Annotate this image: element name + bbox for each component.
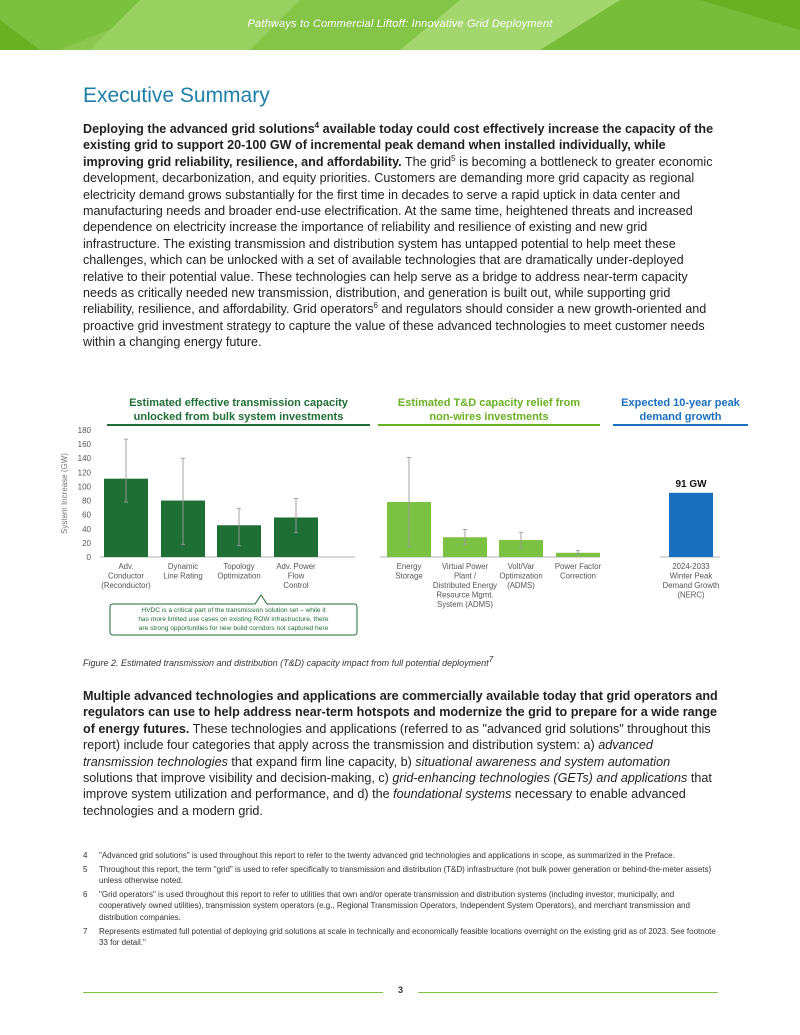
page-number: 3 [397, 985, 403, 995]
x-tick-label: Storage [395, 571, 423, 581]
x-tick-label: Optimization [499, 571, 543, 581]
tech-text-4: that improve system utilization and performance, and d) the [83, 771, 712, 802]
x-tick-label: Demand Growth [662, 581, 720, 590]
footnote [83, 850, 723, 862]
intro-paragraph [83, 121, 723, 351]
intro-text-c: and regulators should consider a new growth-oriented and proactive grid investment strategy to capture the value of these advanced technologies to meet customer needs within a changing energy future. [83, 302, 707, 350]
x-tick-label: Resource Mgmt. [436, 590, 494, 600]
x-tick-label: Dynamic [167, 562, 199, 571]
x-tick-label: Winter Peak [669, 571, 713, 581]
capacity-chart [55, 390, 755, 645]
y-tick-label: 20 [82, 538, 91, 548]
footnote-ref-4[interactable]: 4 [314, 120, 320, 130]
technologies-paragraph [83, 688, 723, 819]
group-title-line2: unlocked from bulk system investments [133, 411, 344, 423]
y-tick-label: 160 [77, 440, 91, 450]
section-title: Executive Summary [83, 84, 270, 107]
intro-text-b: is becoming a bottleneck to greater economic development, decarbonization, and equity priorities. Customers are demanding more grid capacity as regional electricity demand grows substantially for the first time in decades to serve a rapid uptick in data center and manufacturing needs and broader end-use electrification. At the same time, heightened threats and increased dependence on electricity increase the importance of reliability and resilience of existing and new grid infrastructure. The existing transmission and distribution system has untapped potential to help meet these challenges, which can be unlocked with a set of available technologies that are dramatically under-deployed relative to their potential value. These technologies can help serve as a bridge to address near-term capacity needs as critically needed new transmission, distribution, and generation is built out, while supporting grid reliability, resilience, and affordability. Grid operators [83, 154, 713, 317]
footnotes [83, 850, 723, 951]
group-title-line2: non-wires investments [429, 411, 549, 423]
y-tick-label: 100 [77, 482, 91, 492]
footnote-number: 7 [83, 926, 88, 936]
footnote-text: "Grid operators" is used throughout this report to refer to utilities that own and/or operate transmission and distribution systems (including investor, municipally, and cooperatively owned utilities), transmission system operators (e.g., Regional Transmission Operators, Independent System Operators), and merchant transmission and distribution companies. [99, 889, 690, 922]
footnote-text: Represents estimated full potential of deploying grid solutions at scale in technically and economically feasible locations overnight on the existing grid as of 2023. See footnote 33 for detail." [99, 926, 716, 948]
group-title-line1: Estimated T&D capacity relief from [397, 397, 581, 409]
tech-italic-4: foundational systems [393, 787, 512, 802]
y-tick-label: 180 [77, 426, 91, 435]
tech-text-1: These technologies and applications (referred to as "advanced grid solutions" throughout this report) include four categories that apply across the transmission and distribution system: a) [83, 721, 711, 753]
x-tick-label: Adv. Power [276, 562, 316, 571]
y-tick-label: 80 [82, 496, 91, 506]
x-tick-label: Virtual Power [441, 562, 489, 571]
x-tick-label: Adv. [118, 562, 134, 571]
y-tick-label: 40 [82, 524, 91, 534]
y-tick-label: 120 [77, 468, 91, 478]
figure-caption-text: Figure 2. Estimated transmission and distribution (T&D) capacity impact from full potential deployment [83, 658, 489, 668]
callout-text: has more limited use cases on existing ROW infrastructure, there [138, 616, 329, 623]
running-title: Pathways to Commercial Liftoff: Innovative Grid Deployment [247, 18, 553, 30]
callout-text: are strong opportunities for new build corridors not captured here [138, 625, 329, 632]
header-banner [0, 0, 800, 50]
bar [669, 493, 713, 557]
intro-bold-b: available today could cost effectively increase the capacity of the existing grid to support 20-100 GW of incremental peak demand when installed individually, while improving grid reliability, resilience, and affordability. [83, 122, 714, 169]
tech-italic-2: situational awareness and system automation [415, 754, 671, 769]
group-title-line2: demand growth [639, 411, 722, 423]
tech-text-3: solutions that improve visibility and decision-making, c) [83, 771, 393, 786]
x-tick-label: Flow [287, 571, 305, 581]
y-tick-label: 0 [86, 553, 91, 562]
footnote-number: 5 [83, 864, 88, 874]
x-tick-label: Power Factor [554, 562, 602, 571]
x-tick-label: Energy [396, 562, 422, 571]
page-footer [83, 985, 718, 999]
data-label: 91 GW [675, 478, 707, 490]
x-tick-label: Volt/Var [507, 562, 535, 571]
x-tick-label: Plant / [453, 571, 477, 581]
tech-italic-1: advanced transmission technologies [83, 738, 653, 769]
figure-caption [83, 655, 494, 668]
y-tick-label: 140 [77, 454, 91, 464]
x-tick-label: Distributed Energy [432, 581, 498, 590]
x-tick-label: Optimization [217, 571, 261, 581]
tech-italic-3: grid-enhancing technologies (GETs) and applications [392, 771, 688, 786]
footnote-ref-6[interactable]: 6 [373, 301, 378, 311]
footnote [83, 889, 723, 924]
footnote-ref-7[interactable]: 7 [488, 655, 494, 664]
x-tick-label: Control [283, 581, 309, 590]
x-tick-label: Conductor [108, 571, 144, 581]
x-tick-label: (ADMS) [507, 581, 535, 590]
callout-text: HVDC is a critical part of the transmission solution set – while it [141, 607, 326, 614]
x-tick-label: System (ADMS) [437, 600, 493, 609]
y-tick-label: 60 [82, 510, 91, 520]
footnote-number: 4 [83, 851, 88, 860]
tech-text-5: necessary to enable advanced technologies and a modern grid. [83, 787, 686, 818]
group-title-line1: Estimated effective transmission capacity [129, 397, 348, 409]
intro-bold-a: Deploying the advanced grid solutions [83, 122, 315, 136]
tech-bold: Multiple advanced technologies and applications are commercially available today that grid operators and regulators can use to help address near-term hotspots and modernize the grid to prepare for a wide range of energy futures. [83, 689, 718, 736]
x-tick-label: Correction [560, 571, 596, 581]
y-axis-label: System Increase (GW) [60, 453, 69, 534]
footnote [83, 926, 723, 949]
tech-text-2: that expand firm line capacity, b) [227, 754, 416, 769]
x-tick-label: Line Rating [163, 571, 203, 581]
footnote [83, 864, 723, 887]
x-tick-label: Topology [223, 562, 255, 571]
x-tick-label: (NERC) [677, 590, 705, 600]
x-tick-label: (Reconductor) [101, 581, 151, 590]
footnote-text: Throughout this report, the term "grid" is used to refer specifically to transmission and distribution (T&D) infrastructure (not bulk power generation or behind-the-meter assets) unless otherwise noted. [99, 864, 712, 886]
group-title-line1: Expected 10-year peak [621, 397, 740, 409]
footnote-text: "Advanced grid solutions" is used throughout this report to refer to the twenty advanced grid technologies and applications in scope, as summarized in the Preface. [99, 851, 675, 860]
footnote-number: 6 [83, 889, 88, 899]
intro-text-a: The grid [401, 154, 452, 169]
footnote-ref-5[interactable]: 5 [451, 153, 456, 163]
x-tick-label: 2024-2033 [672, 562, 710, 571]
